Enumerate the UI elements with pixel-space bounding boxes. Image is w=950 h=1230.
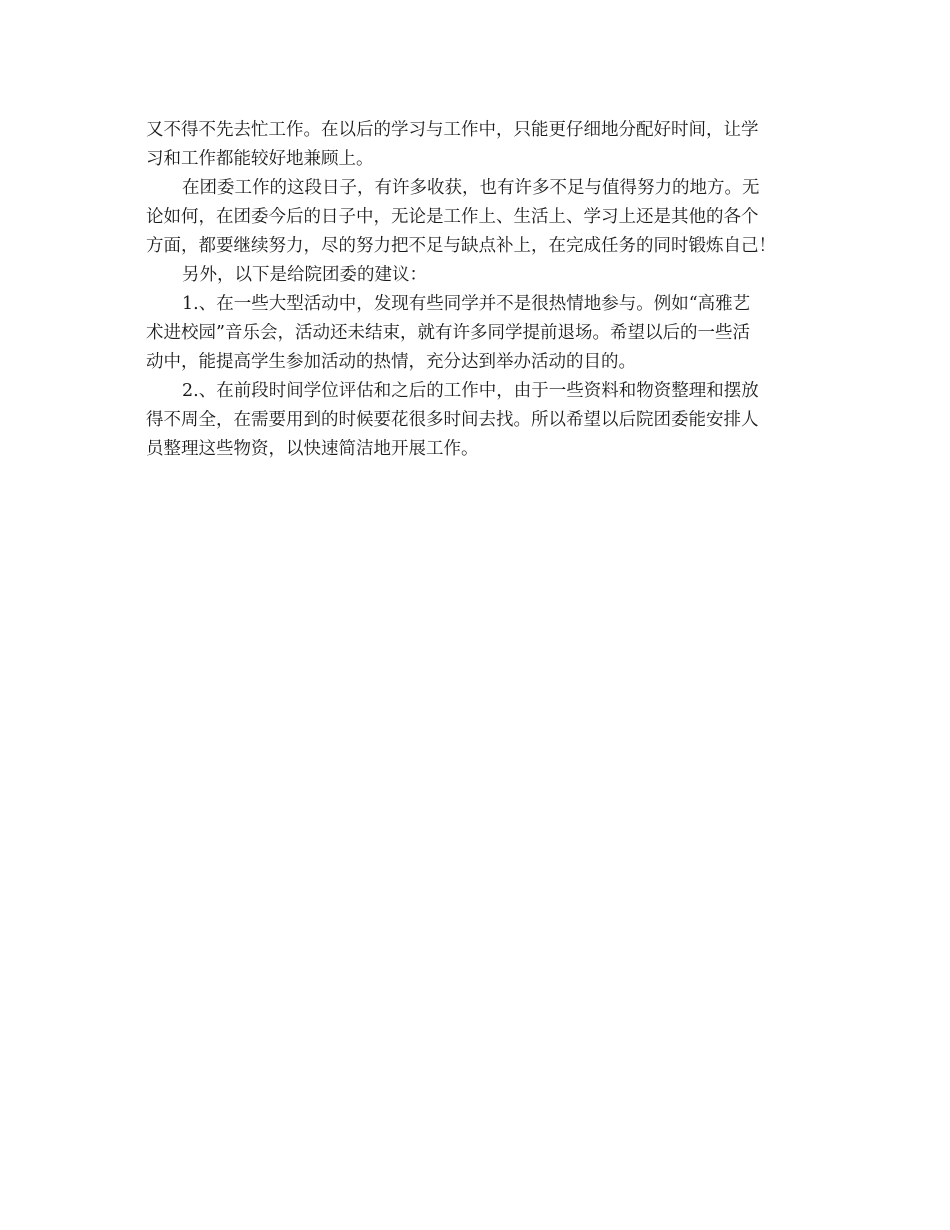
list-item-2-start-line: 2.、在前段时间学位评估和之后的工作中，由于一些资料和物资整理和摆放	[182, 381, 759, 401]
text-line: 论如何，在团委今后的日子中，无论是工作上、生活上、学习上还是其他的各个	[146, 207, 759, 227]
text-line: 习和工作都能较好地兼顾上。	[146, 149, 374, 169]
paragraph-start-line: 在团委工作的这段日子，有许多收获，也有许多不足与值得努力的地方。无	[182, 178, 760, 198]
text-line: 又不得不先去忙工作。在以后的学习与工作中，只能更仔细地分配好时间，让学	[146, 120, 759, 140]
list-item-1-start-line: 1.、在一些大型活动中，发现有些同学并不是很热情地参与。例如“高雅艺	[182, 294, 751, 314]
document-body	[146, 116, 806, 464]
text-line: 员整理这些物资，以快速简洁地开展工作。	[146, 439, 479, 459]
paragraph-start-line: 另外，以下是给院团委的建议：	[182, 265, 427, 285]
text-line: 方面，都要继续努力，尽的努力把不足与缺点补上，在完成任务的同时锻炼自己！	[146, 236, 776, 256]
text-line: 得不周全，在需要用到的时候要花很多时间去找。所以希望以后院团委能安排人	[146, 410, 759, 430]
text-line: 动中，能提高学生参加活动的热情，充分达到举办活动的目的。	[146, 352, 636, 372]
text-line: 术进校园”音乐会，活动还未结束，就有许多同学提前退场。希望以后的一些活	[146, 323, 750, 343]
